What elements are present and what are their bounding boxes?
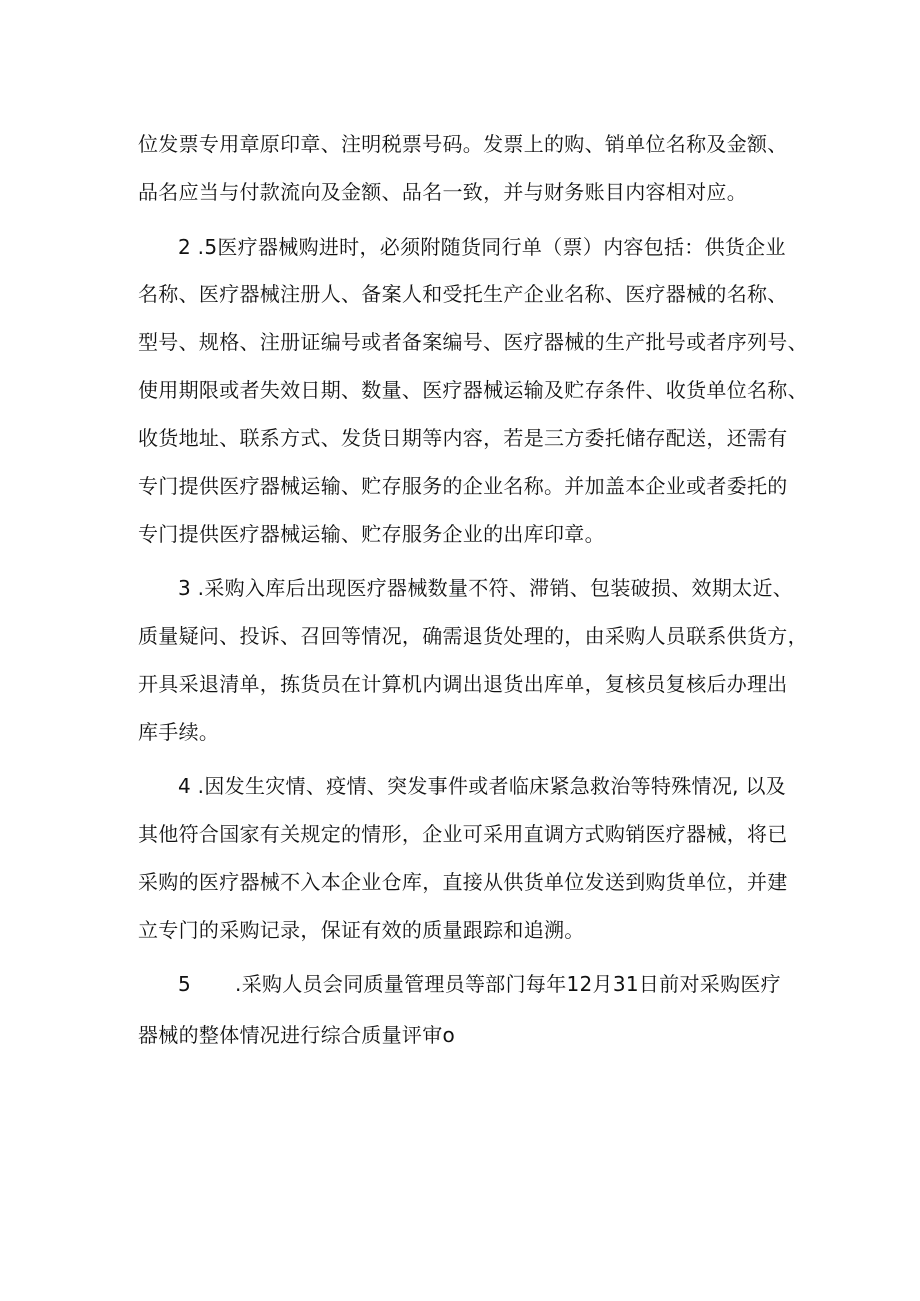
paragraph-2-5-line-5: 收货地址、联系方式、发货日期等内容，若是三方委托储存配送，还需有: [138, 426, 788, 450]
paragraph-5-text: .采购人员会同质量管理员等部门每年12月31日前对采购医疗: [235, 972, 781, 996]
paragraph-2-5-line-1: 2 .5医疗器械购进时，必须附随货同行单（票）内容包括：供货企业: [178, 235, 786, 259]
paragraph-2-5-line-2: 名称、医疗器械注册人、备案人和受托生产企业名称、医疗器械的名称、: [138, 282, 788, 306]
paragraph-cont-line-2: 品名应当与付款流向及金额、品名一致，并与财务账目内容相对应。: [138, 180, 747, 204]
paragraph-3-line-1: 3 .采购入库后出现医疗器械数量不符、滞销、包装破损、效期太近、: [178, 576, 794, 600]
paragraph-5-line-2: 器械的整体情况进行综合质量评审o: [138, 1023, 456, 1047]
paragraph-2-5-line-4: 使用期限或者失效日期、数量、医疗器械运输及贮存条件、收货单位名称、: [138, 378, 808, 402]
paragraph-3-line-2: 质量疑问、投诉、召回等情况，确需退货处理的，由采购人员联系供货方，: [138, 624, 808, 648]
paragraph-3-line-4: 库手续。: [138, 720, 220, 744]
paragraph-5-line-1: [178, 969, 781, 999]
paragraph-4-line-2: 其他符合国家有关规定的情形，企业可采用直调方式购销医疗器械，将已: [138, 822, 788, 846]
paragraph-2-5-line-3: 型号、规格、注册证编号或者备案编号、医疗器械的生产批号或者序列号、: [138, 330, 808, 354]
paragraph-2-5-line-7: 专门提供医疗器械运输、贮存服务企业的出库印章。: [138, 522, 605, 546]
paragraph-3-line-3: 开具采退清单，拣货员在计算机内调出退货出库单，复核员复核后办理出: [138, 672, 788, 696]
paragraph-4-line-3: 采购的医疗器械不入本企业仓库，直接从供货单位发送到购货单位，并建: [138, 870, 788, 894]
paragraph-4-line-4: 立专门的采购记录，保证有效的质量跟踪和追溯。: [138, 918, 585, 942]
paragraph-cont-line-1: 位发票专用章原印章、注明税票号码。发票上的购、销单位名称及金额、: [138, 132, 788, 156]
paragraph-4-line-1: 4 .因发生灾情、疫情、突发事件或者临床紧急救治等特殊情况, 以及: [178, 774, 787, 798]
paragraph-2-5-line-6: 专门提供医疗器械运输、贮存服务的企业名称。并加盖本企业或者委托的: [138, 474, 788, 498]
paragraph-5-number: 5: [178, 972, 192, 996]
